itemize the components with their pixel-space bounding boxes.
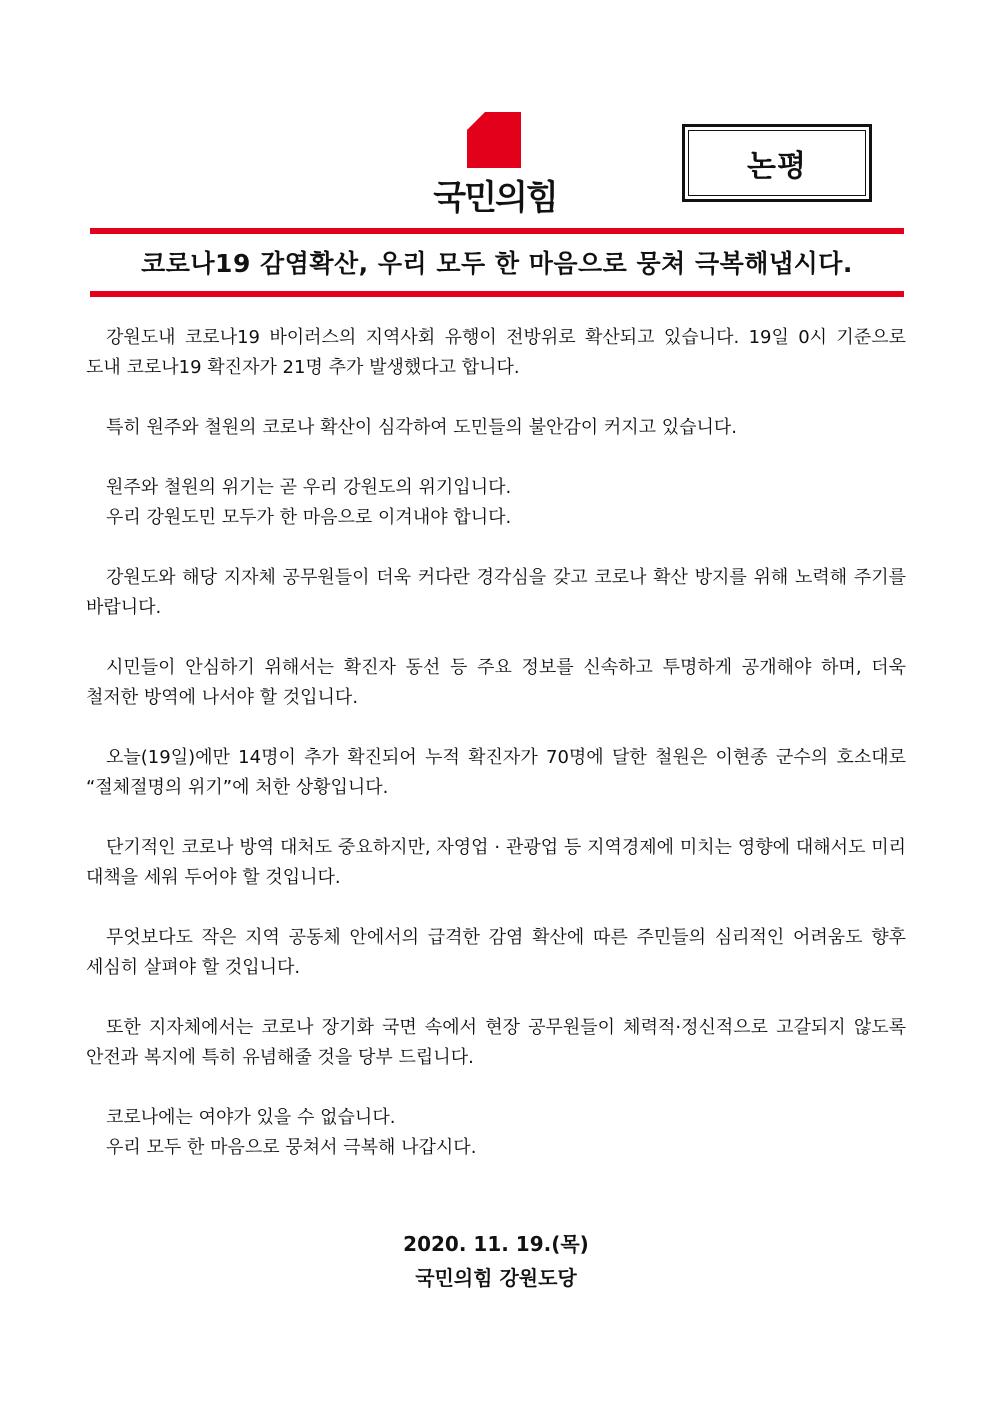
commentary-badge xyxy=(682,124,872,202)
headline: 코로나19 감염확산, 우리 모두 한 마음으로 뭉쳐 극복해냅시다. xyxy=(141,249,853,278)
issue-date: 2020. 11. 19.(목) xyxy=(403,1232,589,1256)
paragraph-12: 우리 모두 한 마음으로 뭉쳐서 극복해 나갑시다. xyxy=(106,1137,477,1158)
paragraph-8: 단기적인 코로나 방역 대처도 중요하지만, 자영업 · 관광업 등 지역경제에 미치는 영향에 대해서도 미리 대책을 세워 두어야 할 것입니다. xyxy=(86,837,906,888)
paragraph-4: 우리 강원도민 모두가 한 마음으로 이겨내야 합니다. xyxy=(106,507,512,528)
headline-top-rule xyxy=(90,228,904,234)
paragraph-10: 또한 지자체에서는 코로나 장기화 국면 속에서 현장 공무원들이 체력적·정신적으로 고갈되지 않도록 안전과 복지에 특히 유념해줄 것을 당부 드립니다. xyxy=(86,1017,906,1068)
headline-bottom-rule xyxy=(90,291,904,297)
paragraph-5: 강원도와 해당 지자체 공무원들이 더욱 커다란 경각심을 갖고 코로나 확산 방지를 위해 노력해 주기를 바랍니다. xyxy=(86,567,906,618)
issuing-organization: 국민의힘 강원도당 xyxy=(415,1266,577,1290)
paragraph-3: 원주와 철원의 위기는 곧 우리 강원도의 위기입니다. xyxy=(106,477,512,498)
paragraph-11: 코로나에는 여야가 있을 수 없습니다. xyxy=(106,1107,396,1128)
paragraph-6: 시민들이 안심하기 위해서는 확진자 동선 등 주요 정보를 신속하고 투명하게 공개해야 하며, 더욱 철저한 방역에 나서야 할 것입니다. xyxy=(86,657,906,708)
paragraph-9: 무엇보다도 작은 지역 공동체 안에서의 급격한 감염 확산에 따른 주민들의 심리적인 어려움도 향후 세심히 살펴야 할 것입니다. xyxy=(86,927,906,978)
paragraph-2: 특히 원주와 철원의 코로나 확산이 심각하여 도민들의 불안감이 커지고 있습니다. xyxy=(106,417,738,438)
paragraph-1: 강원도내 코로나19 바이러스의 지역사회 유행이 전방위로 확산되고 있습니다. 19일 0시 기준으로 도내 코로나19 확진자가 21명 추가 발생했다고 합니다. xyxy=(86,327,906,378)
statement-body xyxy=(86,323,906,1193)
paragraph-7: 오늘(19일)에만 14명이 추가 확진되어 누적 확진자가 70명에 달한 철원은 이현종 군수의 호소대로 “절체절명의 위기”에 처한 상황입니다. xyxy=(86,747,906,798)
commentary-badge-label: 논평 xyxy=(747,149,807,184)
party-logo-text: 국민의힘 xyxy=(433,178,557,218)
party-logo-mark-icon xyxy=(467,112,521,168)
